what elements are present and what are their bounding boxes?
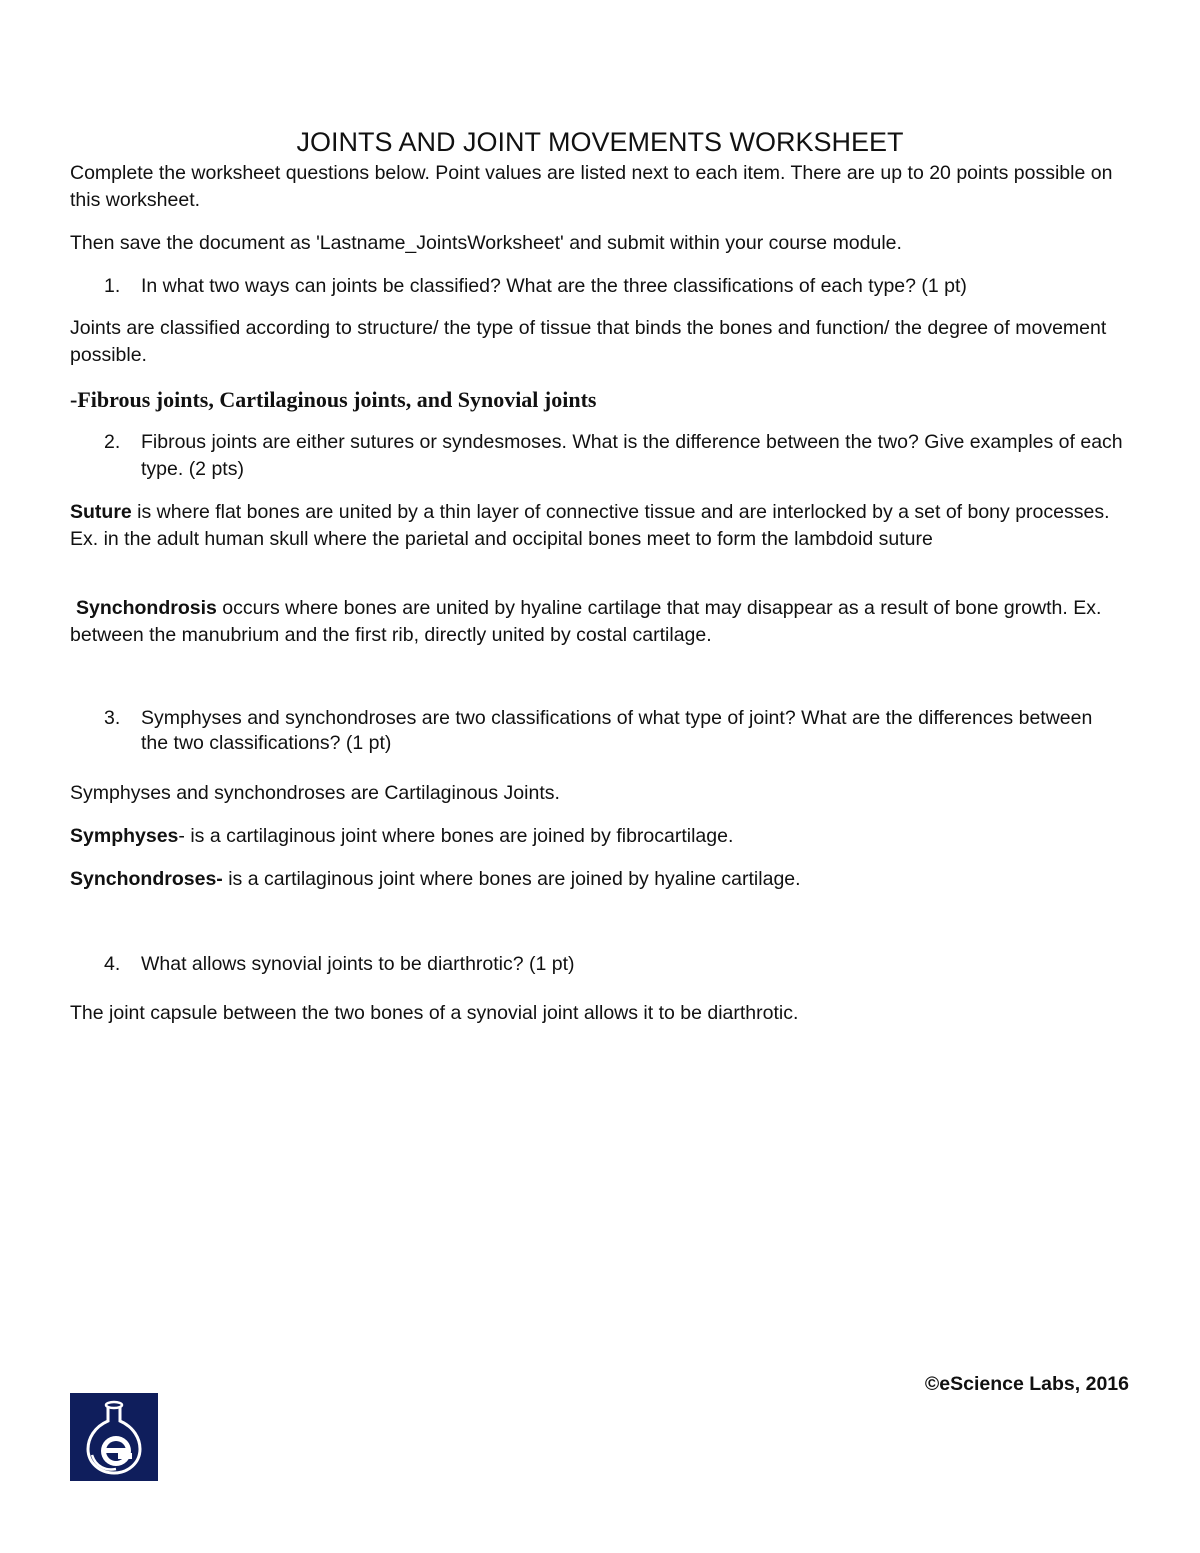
question-1 [104,273,1124,300]
intro-instructions: Complete the worksheet questions below. Point values are listed next to each item. There are up to 20 points possible on this worksheet. [70,162,1113,211]
answer-1: Joints are classified according to structure/ the type of tissue that binds the bones and function/ the degree of movement possible. [70,317,1107,366]
answer-term: Suture [70,501,132,523]
flask-e-logo-icon [70,1393,158,1481]
copyright-notice: ©eScience Labs, 2016 [924,1373,1129,1395]
answer-3-synchondroses [70,866,1130,893]
question-text: Symphyses and synchondroses are two classifications of what type of joint? What are the differences between the two classifications? (1 pt) [141,707,1093,754]
answer-2-suture [70,499,1130,553]
question-number: 2. [104,431,121,453]
question-text: Fibrous joints are either sutures or syndesmoses. What is the difference between the two? Give examples of each type. (2 pts) [141,431,1123,480]
page-title: JOINTS AND JOINT MOVEMENTS WORKSHEET [296,127,904,157]
answer-3: Symphyses and synchondroses are Cartilaginous Joints. [70,782,560,804]
answer-term: Synchondrosis [76,597,217,619]
flask-logo-graphic [70,1393,158,1481]
answer-4: The joint capsule between the two bones of a synovial joint allows it to be diarthrotic. [70,1002,799,1024]
answer-text: is where flat bones are united by a thin layer of connective tissue and are interlocked by a set of bony processes. Ex. in the adult human skull where the parietal and occipital bones meet to form the lambdoid suture [70,501,1110,550]
answer-text: occurs where bones are united by hyaline cartilage that may disappear as a result of bone growth. Ex. between the manubrium and the first rib, directly united by costal cartilage. [70,597,1102,646]
answer-term: Symphyses [70,825,179,847]
answer-text: - is a cartilaginous joint where bones are joined by fibrocartilage. [178,825,734,847]
answer-term: Synchondroses- [70,868,223,890]
question-4 [104,951,1124,978]
answer-2-synchondrosis [70,595,1130,649]
answer-text: is a cartilaginous joint where bones are joined by hyaline cartilage. [222,868,801,890]
question-number: 3. [104,707,121,729]
question-2 [104,429,1124,483]
question-number: 1. [104,275,121,297]
question-text: What allows synovial joints to be diarthrotic? (1 pt) [141,953,575,975]
question-text: In what two ways can joints be classified? What are the three classifications of each type? (1 pt) [141,275,967,297]
answer-3-symphyses [70,823,1130,850]
question-3 [104,706,1124,756]
intro-save-instructions: Then save the document as 'Lastname_JointsWorksheet' and submit within your course module. [70,232,902,254]
question-number: 4. [104,953,121,975]
answer-1-classifications: -Fibrous joints, Cartilaginous joints, and Synovial joints [70,387,597,412]
